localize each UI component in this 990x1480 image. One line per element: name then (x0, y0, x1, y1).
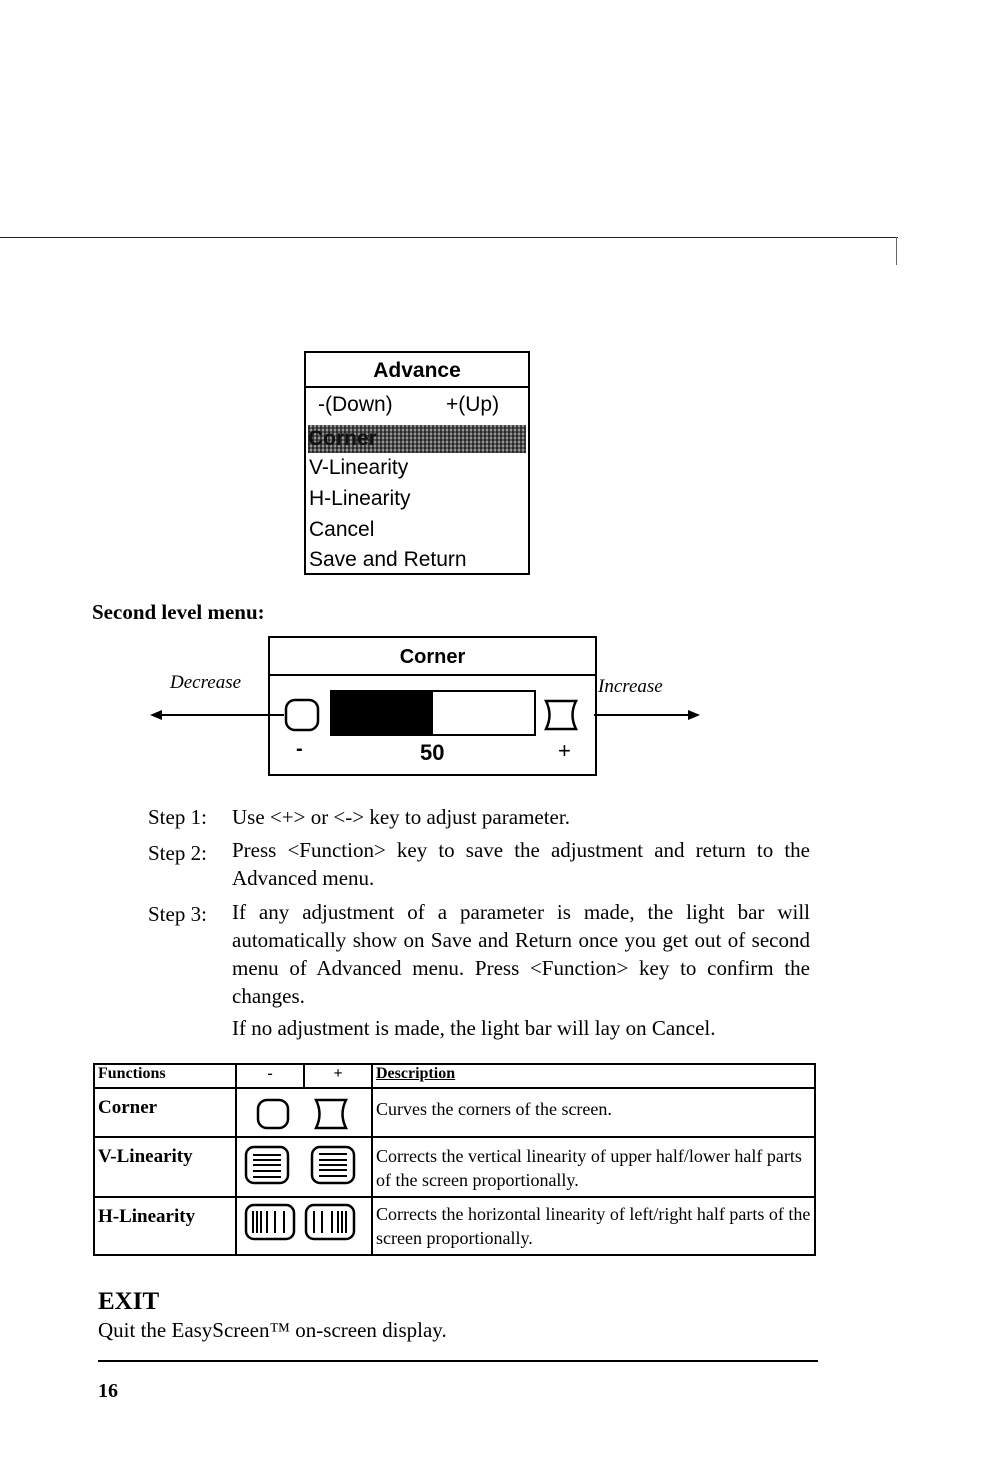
step-1-label: Step 1: (148, 805, 207, 829)
corner-slider-fill (332, 692, 433, 734)
functions-table (93, 1063, 816, 1256)
menu-item-v-linearity[interactable]: V-Linearity (309, 456, 409, 479)
increase-sign: + (558, 738, 571, 763)
corner-row-icons (240, 1097, 368, 1131)
v-linearity-minus-icon (246, 1147, 288, 1183)
header-description: Description (372, 1064, 815, 1088)
advance-menu-keys (318, 393, 500, 417)
row-name-corner: Corner (98, 1097, 158, 1118)
corner-rounded-icon (258, 1100, 288, 1128)
row-desc-h-linearity: Corrects the horizontal linearity of left/right half parts of the screen proportionally. (376, 1204, 811, 1248)
corner-slider[interactable] (330, 690, 536, 736)
increase-label: Increase (598, 676, 663, 697)
top-rule-corner (896, 237, 897, 265)
cancel-note: If no adjustment is made, the light bar will lay on Cancel. (232, 1016, 716, 1040)
v-linearity-row-icons (240, 1144, 368, 1188)
advance-menu-title: Advance (306, 353, 528, 388)
menu-item-h-linearity[interactable]: H-Linearity (309, 487, 411, 510)
exit-description: Quit the EasyScreen™ on-screen display. (98, 1318, 447, 1342)
page-number: 16 (98, 1380, 118, 1402)
table-row (94, 1088, 815, 1137)
table-header-row (94, 1064, 815, 1088)
corner-adjust-panel (268, 636, 597, 776)
increase-arrow-icon (594, 704, 700, 726)
row-name-h-linearity: H-Linearity (98, 1206, 196, 1227)
table-row (94, 1137, 815, 1197)
exit-heading: EXIT (98, 1288, 160, 1315)
corner-pinched-icon (316, 1100, 346, 1128)
up-key-label: +(Up) (446, 393, 500, 416)
h-linearity-plus-icon (306, 1205, 354, 1239)
top-rule (0, 237, 898, 238)
step-3-label: Step 3: (148, 902, 207, 926)
step-1-text: Use <+> or <-> key to adjust parameter. (232, 805, 570, 829)
row-name-v-linearity: V-Linearity (98, 1146, 193, 1167)
header-functions: Functions (94, 1064, 236, 1088)
h-linearity-row-icons (240, 1202, 368, 1242)
step-2-text: Press <Function> key to save the adjustment and return to the Advanced menu. (232, 838, 810, 890)
footer-rule (98, 1360, 818, 1362)
v-linearity-plus-icon (312, 1147, 354, 1183)
table-row (94, 1197, 815, 1255)
second-level-label: Second level menu: (92, 600, 265, 624)
menu-item-corner[interactable]: Corner (308, 425, 526, 453)
menu-item-cancel[interactable]: Cancel (309, 518, 375, 541)
corner-value: 50 (420, 740, 445, 765)
advance-menu (304, 351, 530, 575)
h-linearity-minus-icon (246, 1205, 294, 1239)
corner-panel-title: Corner (270, 638, 595, 676)
step-2-label: Step 2: (148, 841, 207, 865)
row-desc-corner: Curves the corners of the screen. (376, 1099, 612, 1119)
row-desc-v-linearity: Corrects the vertical linearity of upper half/lower half parts of the screen proportionally. (376, 1146, 802, 1190)
header-minus: - (236, 1064, 304, 1088)
menu-item-save-and-return[interactable]: Save and Return (309, 548, 467, 571)
corner-rounded-icon[interactable] (284, 698, 320, 732)
down-key-label: -(Down) (318, 393, 393, 416)
decrease-label: Decrease (170, 672, 242, 693)
step-3-text: If any adjustment of a parameter is made, the light bar will automatically show on Save and Return once you get out of second menu of Advanced menu. Press <Function> key to confirm the changes. (232, 900, 810, 1008)
decrease-arrow-icon (150, 704, 284, 726)
decrease-sign: - (296, 738, 303, 760)
header-plus: + (304, 1064, 372, 1088)
corner-pinched-icon[interactable] (542, 698, 580, 732)
